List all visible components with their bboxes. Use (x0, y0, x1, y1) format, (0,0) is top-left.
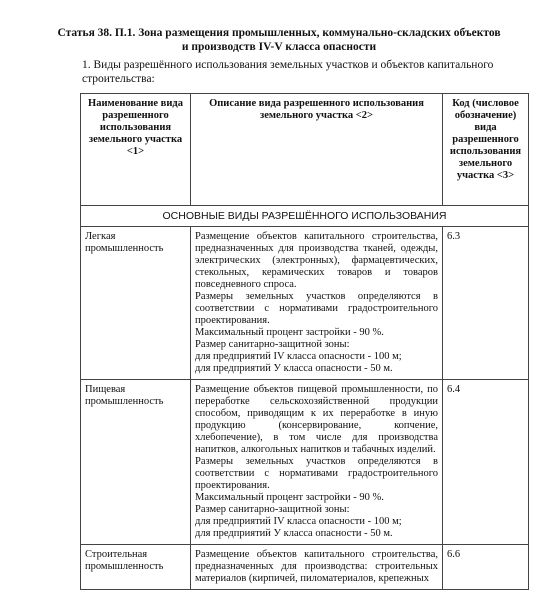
description-line: Размер санитарно-защитной зоны: (195, 339, 350, 350)
article-title-line1: Статья 38. П.1. Зона размещения промышленных, коммунально-складских объектов (57, 27, 501, 39)
table-row (81, 380, 529, 545)
use-code: 6.4 (443, 380, 529, 545)
section-title: ОСНОВНЫЕ ВИДЫ РАЗРЕШЁННОГО ИСПОЛЬЗОВАНИЯ (81, 206, 529, 227)
description-line: для предприятий IV класса опасности - 100 м; (195, 516, 402, 527)
description-line: Размещение объектов пищевой промышленности, по переработке сельскохозяйственной продукции способом, приводящим к их переработке в иную продукцию (консервирование, копчение, хлебопечение), в том числе для производства напитков, алкогольных напитков и табачных изделий. (195, 384, 438, 455)
description-line: для предприятий У класса опасности - 50 м. (195, 363, 393, 374)
description-line: для предприятий У класса опасности - 50 м. (195, 528, 393, 539)
use-name: Строительная промышленность (81, 545, 191, 590)
use-description (191, 545, 443, 590)
article-title-line2: и производств IV-V класса опасности (181, 41, 377, 53)
table-header-row (81, 94, 529, 206)
use-name: Пищевая промышленность (81, 380, 191, 545)
description-line: Максимальный процент застройки - 90 %. (195, 492, 384, 503)
table-row (81, 227, 529, 380)
article-title (20, 26, 538, 54)
description-line: Размещение объектов капитального строительства, предназначенных для производства тканей, одежды, электрических (электронных), фармацевтических, стекольных, керамических товаров и товаров повседневного спроса. (195, 231, 438, 290)
table-row (81, 545, 529, 590)
description-line: Максимальный процент застройки - 90 %. (195, 327, 384, 338)
section-subtitle: 1. Виды разрешённого использования земельных участков и объектов капитального строительства: (82, 59, 494, 85)
description-line: Размеры земельных участков определяются в соответствии с нормативами градостроительного проектирования. (195, 456, 438, 491)
use-description (191, 227, 443, 380)
description-line: Размеры земельных участков определяются в соответствии с нормативами градостроительного проектирования. (195, 291, 438, 326)
use-code: 6.3 (443, 227, 529, 380)
description-line: Размещение объектов капитального строительства, предназначенных для производства: строительных материалов (кирпичей, пиломатериалов, крепежных (195, 549, 438, 584)
description-line: Размер санитарно-защитной зоны: (195, 504, 350, 515)
column-header-code: Код (числовое обозначение) вида разрешенного использования земельного участка <3> (443, 94, 529, 206)
column-header-name: Наименование вида разрешенного использования земельного участка <1> (81, 94, 191, 206)
description-line: для предприятий IV класса опасности - 100 м; (195, 351, 402, 362)
use-name: Легкая промышленность (81, 227, 191, 380)
use-description (191, 380, 443, 545)
column-header-description: Описание вида разрешенного использования земельного участка <2> (191, 94, 443, 206)
section-row (81, 206, 529, 227)
use-code: 6.6 (443, 545, 529, 590)
land-use-table (80, 93, 529, 590)
